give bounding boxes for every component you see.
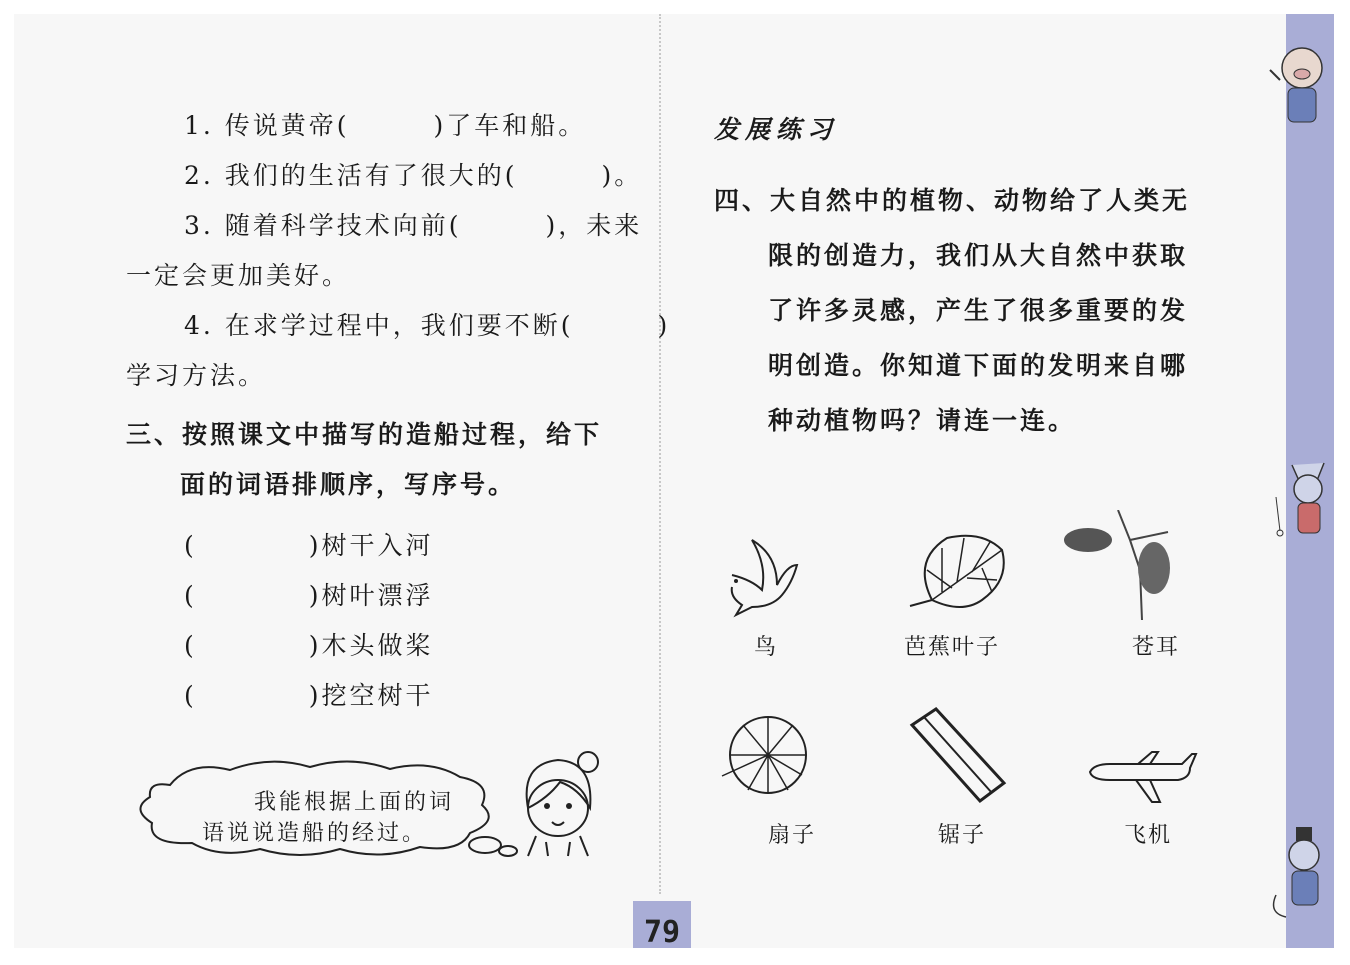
banana-leaf-icon [902, 530, 1012, 615]
q3-item-4: ( )挖空树干 [184, 681, 434, 710]
q2-item-3-cont: 一定会更加美好。 [126, 261, 351, 290]
q4-line-5: 种动植物吗？请连一连。 [768, 406, 1077, 435]
girl-illustration-icon [508, 748, 608, 858]
q3-item-2: ( )树叶漂浮 [184, 581, 434, 610]
label-bird: 鸟 [753, 635, 778, 660]
q2-item-2: 2. 我们的生活有了很大的( )。 [184, 161, 643, 190]
q3-title-line1: 三、按照课文中描写的造船过程，给下 [126, 420, 603, 449]
label-airplane: 飞机 [1123, 823, 1172, 848]
q2-item-4-cont: 学习方法。 [126, 361, 267, 390]
q2-item-1: 1. 传说黄帝( )了车和船。 [184, 111, 587, 140]
page-number: 79 [633, 901, 691, 948]
saw-icon [900, 705, 1010, 810]
bubble-line-1: 我能根据上面的词 [254, 790, 455, 815]
q3-item-1: ( )树干入河 [184, 531, 434, 560]
page-fold [659, 14, 661, 894]
q4-line-4: 明创造。你知道下面的发明来自哪 [768, 351, 1189, 380]
q3-title-line2: 面的词语排顺序，写序号。 [180, 470, 517, 499]
fan-icon [718, 710, 818, 810]
q4-line-2: 限的创造力，我们从大自然中获取 [768, 241, 1189, 270]
label-cocklebur: 苍耳 [1131, 635, 1180, 660]
q2-item-3: 3. 随着科学技术向前( )，未来 [184, 211, 643, 240]
q3-item-3: ( )木头做桨 [184, 631, 434, 660]
q2-item-4: 4. 在求学过程中，我们要不断( ) [184, 311, 671, 340]
pig-character-icon [1260, 40, 1340, 135]
q4-line-3: 了许多灵感，产生了很多重要的发 [768, 296, 1189, 325]
section-title: 发展练习 [714, 115, 839, 144]
q4-line-1: 四、大自然中的植物、动物给了人类无 [714, 186, 1191, 215]
label-banana-leaf: 芭蕉叶子 [903, 635, 1000, 660]
airplane-icon [1086, 750, 1198, 805]
cocklebur-icon [1058, 510, 1178, 620]
bubble-line-2: 语说说造船的经过。 [202, 821, 428, 846]
label-saw: 锯子 [937, 823, 986, 848]
label-fan: 扇子 [767, 823, 816, 848]
wolf-character-icon [1270, 455, 1340, 545]
bird-icon [722, 535, 812, 620]
fox-character-icon [1266, 825, 1340, 925]
